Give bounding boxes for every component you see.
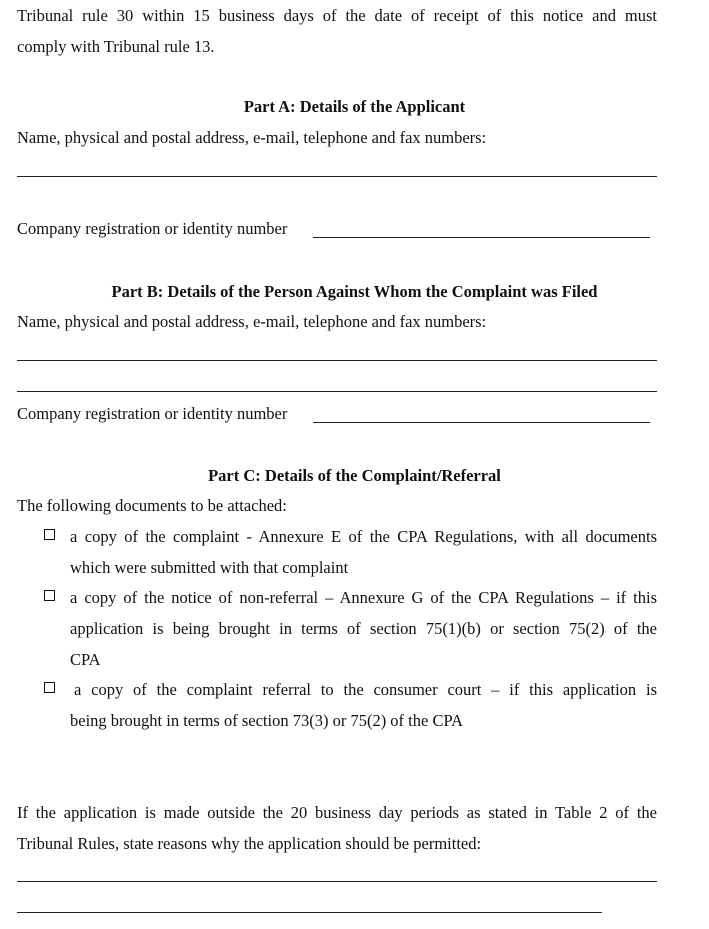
checkbox-complaint[interactable] xyxy=(44,529,55,540)
part-b-heading: Part B: Details of the Person Against Whom the Complaint was Filed xyxy=(111,282,598,301)
part-a-registration-field[interactable] xyxy=(313,237,650,238)
late-application-line-1: If the application is made outside the 20 business day periods as stated in Table 2 of the xyxy=(17,803,657,822)
item-non-referral-line-2: application is being brought in terms of section 75(1)(b) or section 75(2) of the xyxy=(70,619,657,638)
part-a-contact-label: Name, physical and postal address, e-mail, telephone and fax numbers: xyxy=(17,128,487,147)
intro-line-2: comply with Tribunal rule 13. xyxy=(17,37,215,56)
checkbox-court-referral[interactable] xyxy=(44,682,55,693)
part-a-heading: Part A: Details of the Applicant xyxy=(243,97,466,116)
part-c-heading: Part C: Details of the Complaint/Referral xyxy=(208,466,501,485)
checkbox-non-referral[interactable] xyxy=(44,590,55,601)
part-a-contact-line-1[interactable] xyxy=(17,176,657,177)
part-b-registration-field[interactable] xyxy=(313,422,650,423)
part-c-intro: The following documents to be attached: xyxy=(17,496,287,515)
item-non-referral-line-3: CPA xyxy=(70,650,101,669)
part-b-contact-label: Name, physical and postal address, e-mail, telephone and fax numbers: xyxy=(17,312,487,331)
item-complaint-line-1: a copy of the complaint - Annexure E of the CPA Regulations, with all documents xyxy=(70,527,657,546)
item-complaint-line-2: which were submitted with that complaint xyxy=(70,558,349,577)
item-court-referral-line-2: being brought in terms of section 73(3) or 75(2) of the CPA xyxy=(70,711,464,730)
late-reasons-line-1[interactable] xyxy=(17,881,657,882)
late-reasons-line-2[interactable] xyxy=(17,912,602,913)
item-court-referral-line-1: a copy of the complaint referral to the consumer court – if this application is xyxy=(74,680,657,699)
part-b-registration-label: Company registration or identity number xyxy=(17,404,288,423)
part-a-registration-label: Company registration or identity number xyxy=(17,219,288,238)
intro-line-1: Tribunal rule 30 within 15 business days of the date of receipt of this notice and must xyxy=(17,6,657,25)
late-application-line-2: Tribunal Rules, state reasons why the application should be permitted: xyxy=(17,834,482,853)
part-b-contact-line-1[interactable] xyxy=(17,360,657,361)
item-non-referral-line-1: a copy of the notice of non-referral – Annexure G of the CPA Regulations – if this xyxy=(70,588,657,607)
part-b-contact-line-2[interactable] xyxy=(17,391,657,392)
